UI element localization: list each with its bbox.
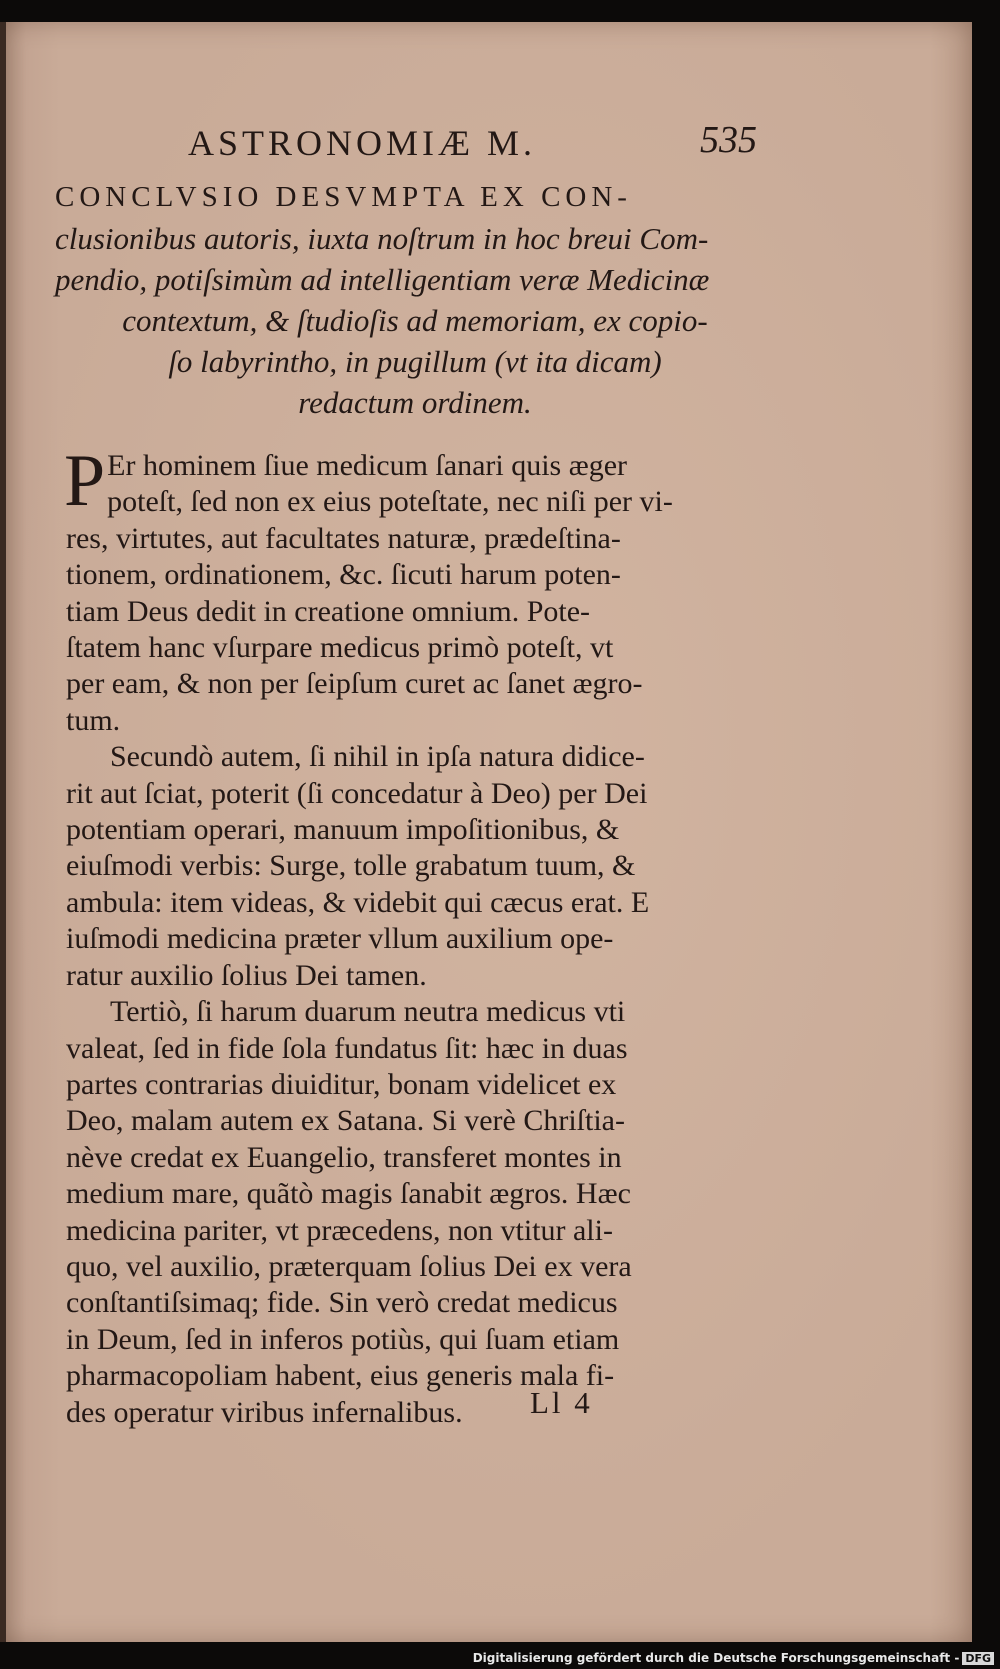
text-line: pharmacopoliam habent, eius generis mala fi- xyxy=(66,1359,615,1393)
text-line: eiuſmodi verbis: Surge, tolle grabatum tuum, & xyxy=(66,849,636,883)
text-line: des operatur viribus infernalibus. xyxy=(66,1395,463,1429)
page-number: 535 xyxy=(700,119,757,161)
text-line: ambula: item videas, & videbit qui cæcus erat. E xyxy=(66,885,650,919)
heading-line: contextum, & ſtudioſis ad memoriam, ex copio- xyxy=(122,303,708,338)
text-line: per eam, & non per ſeipſum curet ac ſanet ægro- xyxy=(66,667,643,701)
text-line: poteſt, ſed non ex eius poteſtate, nec niſi per vi- xyxy=(107,485,673,519)
heading-line: clusionibus autoris, iuxta noſtrum in hoc breui Com- xyxy=(55,221,709,256)
text-line: tionem, ordinationem, &c. ſicuti harum poten- xyxy=(66,558,621,592)
text-line: Tertiò, ſi harum duarum neutra medicus vti xyxy=(110,995,626,1029)
book-page xyxy=(0,22,972,1642)
heading-line: ſo labyrintho, in pugillum (vt ita dicam) xyxy=(168,344,662,379)
page-binding-edge xyxy=(0,22,6,1642)
text-line: ratur auxilio ſolius Dei tamen. xyxy=(66,958,427,992)
text-line: medicina pariter, vt præcedens, non vtitur ali- xyxy=(66,1213,613,1247)
text-line: Secundò autem, ſi nihil in ipſa natura didice- xyxy=(110,740,645,774)
credit-text: Digitalisierung gefördert durch die Deutsche Forschungsgemeinschaft - xyxy=(472,1651,960,1665)
text-line: tum. xyxy=(66,703,121,737)
text-line: res, virtutes, aut facultates naturæ, prædeſtina- xyxy=(66,521,621,555)
drop-capital: P xyxy=(64,440,106,522)
text-line: nève credat ex Euangelio, transferet montes in xyxy=(66,1140,622,1174)
text-line: in Deum, ſed in inferos potiùs, qui ſuam etiam xyxy=(66,1322,620,1356)
text-line: Deo, malam autem ex Satana. Si verè Chriſtia- xyxy=(66,1104,625,1138)
text-line: potentiam operari, manuum impoſitionibus, & xyxy=(66,813,620,847)
section-heading xyxy=(55,177,775,423)
dfg-logo: DFG xyxy=(962,1652,994,1665)
text-line: iuſmodi medicina præter vllum auxilium ope- xyxy=(66,922,614,956)
text-line: ſtatem hanc vſurpare medicus primò poteſt, vt xyxy=(66,631,614,665)
text-line: quo, vel auxilio, præterquam ſolius Dei ex vera xyxy=(66,1249,632,1283)
text-line: tiam Deus dedit in creatione omnium. Pote- xyxy=(66,594,591,628)
text-line: rit aut ſciat, poterit (ſi concedatur à Deo) per Dei xyxy=(66,776,648,810)
catchword-signature: Ll 4 xyxy=(530,1385,593,1420)
text-line: partes contrarias diuiditur, bonam videlicet ex xyxy=(66,1067,617,1101)
heading-line: pendio, potiſsimùm ad intelligentiam veræ Medicinæ xyxy=(55,262,710,297)
heading-line: CONCLVSIO DESVMPTA EX CON- xyxy=(55,181,632,213)
body-text xyxy=(64,440,766,1431)
text-line: valeat, ſed in fide ſola fundatus ſit: hæc in duas xyxy=(66,1031,628,1065)
heading-line: redactum ordinem. xyxy=(298,385,532,420)
text-line: conſtantiſsimaq; fide. Sin verò credat medicus xyxy=(66,1286,618,1320)
text-line: medium mare, quãtò magis ſanabit ægros. Hæc xyxy=(66,1177,631,1211)
text-line: Er hominem ſiue medicum ſanari quis æger xyxy=(107,449,628,482)
digitization-credit xyxy=(473,1651,994,1665)
running-head: ASTRONOMIÆ M. xyxy=(188,123,537,163)
